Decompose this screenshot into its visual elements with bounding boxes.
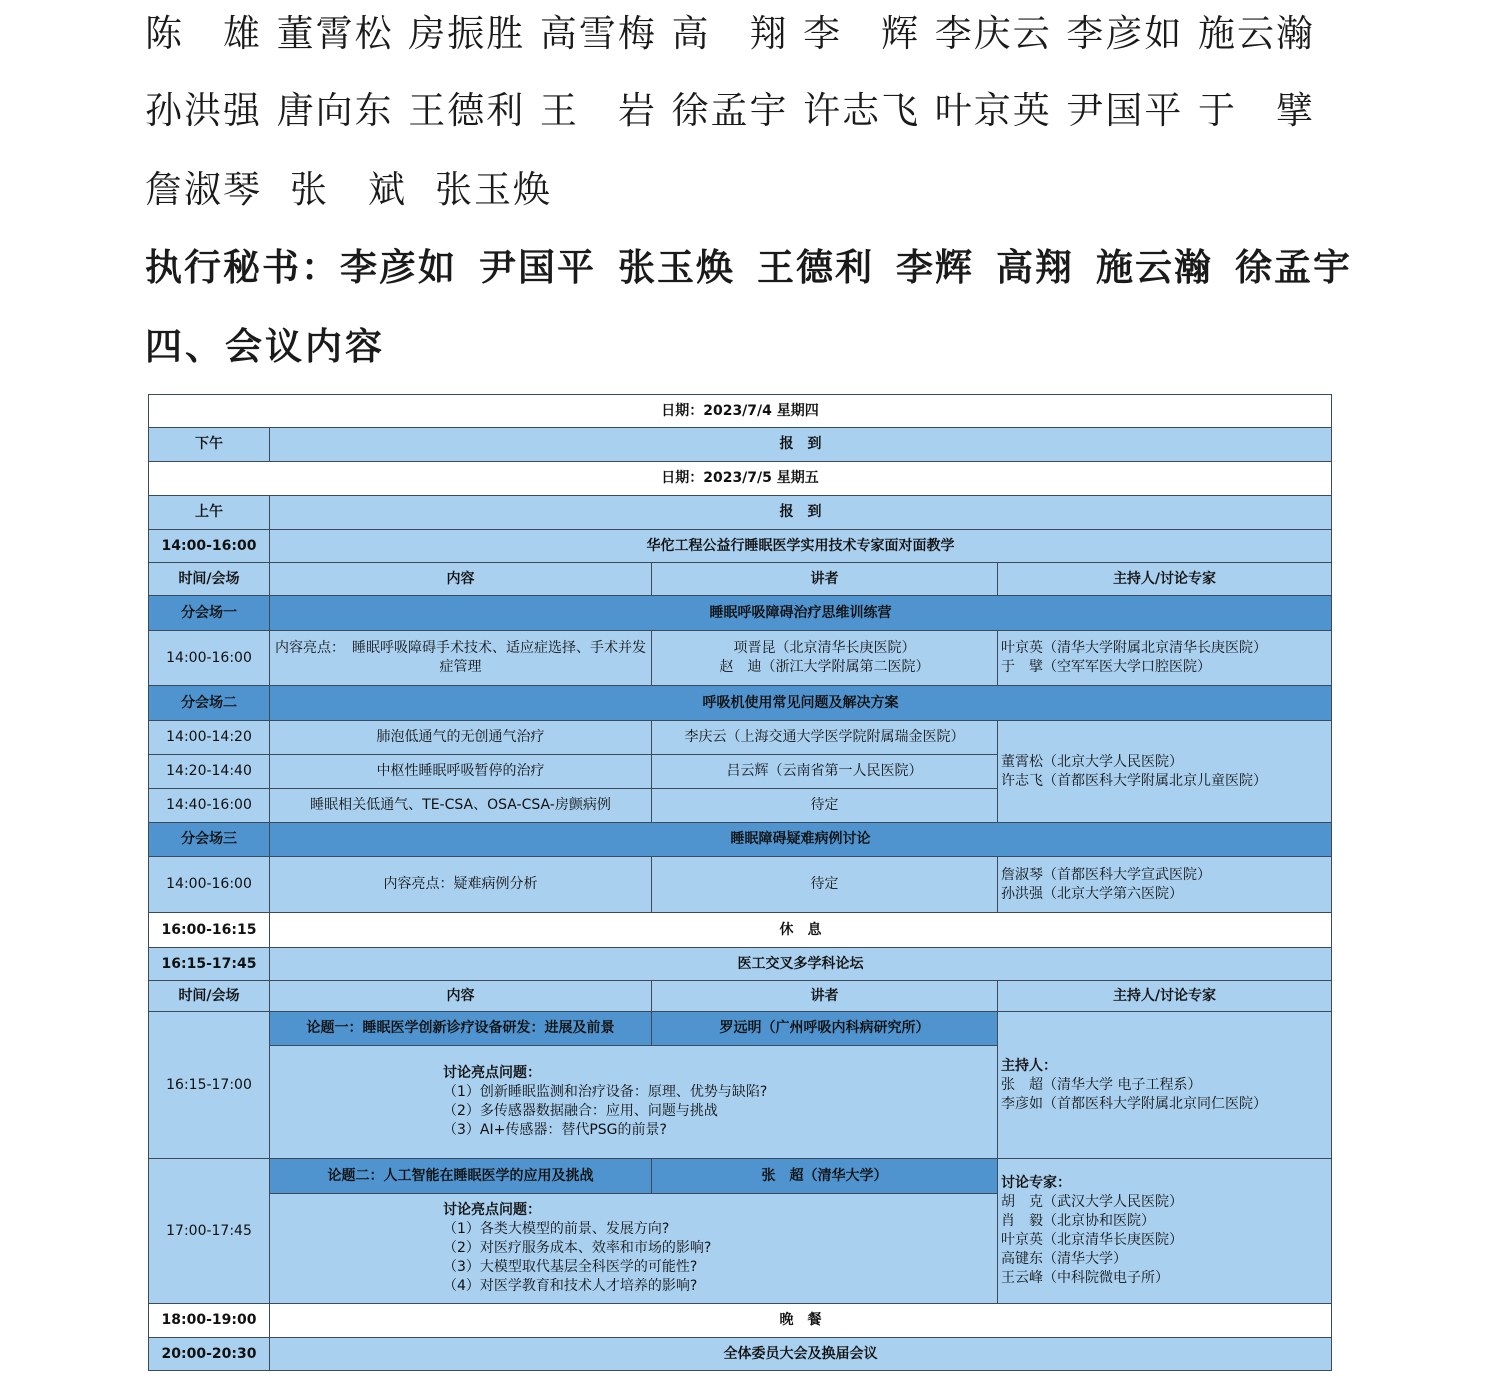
- topic1-title-row: [149, 1012, 1332, 1046]
- forum-title: 医工交叉多学科论坛: [270, 948, 1332, 981]
- committee-name: 张玉焕: [435, 168, 552, 211]
- committee-name: 董霄松: [276, 12, 394, 55]
- header-host: 主持人/讨论专家: [998, 563, 1332, 596]
- committee-name: 许志飞: [803, 89, 921, 132]
- venue3-label: 分会场三: [149, 823, 270, 857]
- committee-line-2: [145, 89, 1315, 133]
- expert: 王云峰（中科院微电子所）: [1001, 1270, 1169, 1286]
- topic1-title: 论题一：睡眠医学创新诊疗设备研发：进展及前景: [270, 1012, 652, 1046]
- assembly-label: 全体委员大会及换届会议: [270, 1338, 1332, 1371]
- venue2-row: [149, 721, 1332, 755]
- committee-name: 王 岩: [539, 89, 657, 132]
- day2-morning-label: 上午: [149, 496, 270, 530]
- header-content: 内容: [270, 981, 652, 1012]
- host: 于 擘（空军军医大学口腔医院）: [1001, 659, 1211, 675]
- committee-name: 于 擘: [1198, 89, 1315, 132]
- secretary-name: 李彦如: [340, 246, 457, 289]
- host: 董霄松（北京大学人民医院）: [1001, 753, 1183, 770]
- discussion-point: （2）多传感器数据融合：应用、问题与挑战: [443, 1103, 718, 1119]
- venue1-time: 14:00-16:00: [149, 631, 270, 686]
- topic2-title: 论题二：人工智能在睡眠医学的应用及挑战: [270, 1159, 652, 1194]
- committee-line-3: [145, 168, 1315, 212]
- header-speaker: 讲者: [652, 981, 998, 1012]
- topic1-time: 16:15-17:00: [149, 1012, 270, 1159]
- discussion-point: （3）大模型取代基层全科医学的可能性?: [443, 1259, 698, 1275]
- venue2-row-content: 中枢性睡眠呼吸暂停的治疗: [270, 755, 652, 789]
- committee-name: 房振胜: [408, 12, 526, 55]
- venue3-row: [149, 857, 1332, 913]
- day1-date: 日期：2023/7/4 星期四: [149, 395, 1332, 428]
- expert-label: 讨论专家：: [1001, 1175, 1071, 1191]
- committee-name: 李庆云: [934, 12, 1052, 55]
- venue1-title: 睡眠呼吸障碍治疗思维训练营: [270, 596, 1332, 631]
- topic2-experts: [998, 1159, 1332, 1304]
- venue3-content: 内容亮点：疑难病例分析: [270, 857, 652, 913]
- venue3-header-row: [149, 823, 1332, 857]
- committee-name: 李彦如: [1066, 12, 1184, 55]
- committee-line-1: [145, 12, 1315, 56]
- header-speaker: 讲者: [652, 563, 998, 596]
- day2-date: 日期：2023/7/5 星期五: [149, 462, 1332, 496]
- forum-header-row: [149, 981, 1332, 1012]
- host: 张 超（清华大学 电子工程系）: [1001, 1076, 1202, 1093]
- venue1-speakers: [652, 631, 998, 686]
- expert: 叶京英（北京清华长庚医院）: [1001, 1232, 1183, 1248]
- break-label: 休 息: [270, 913, 1332, 948]
- committee-name: 徐孟宇: [671, 89, 789, 132]
- secretary-name: 尹国平: [479, 246, 596, 289]
- header-time: 时间/会场: [149, 563, 270, 596]
- day2-date-row: [149, 462, 1332, 496]
- venue2-row-time: 14:20-14:40: [149, 755, 270, 789]
- executive-secretary-line: [145, 246, 1374, 290]
- discussion-point: （3）AI+传感器：替代PSG的前景?: [443, 1122, 667, 1138]
- host-label: 主持人：: [1001, 1057, 1057, 1074]
- table-header-row: [149, 563, 1332, 596]
- committee-name: 叶京英: [934, 89, 1052, 132]
- header-host: 主持人/讨论专家: [998, 981, 1332, 1012]
- venue1-label: 分会场一: [149, 596, 270, 631]
- secretary-name: 李辉: [896, 246, 974, 289]
- venue2-header-row: [149, 686, 1332, 721]
- topic1-speaker: 罗远明（广州呼吸内科病研究所）: [652, 1012, 998, 1046]
- block1-time: 14:00-16:00: [149, 530, 270, 563]
- topic2-discussion: [270, 1194, 998, 1304]
- discussion-point: （1）创新睡眠监测和治疗设备：原理、优势与缺陷?: [443, 1084, 768, 1100]
- committee-name: 唐向东: [276, 89, 394, 132]
- block1-row: [149, 530, 1332, 563]
- topic1-discussion: [270, 1046, 998, 1159]
- venue2-hosts: [998, 721, 1332, 823]
- secretary-name: 王德利: [757, 246, 874, 289]
- host: 李彦如（首都医科大学附属北京同仁医院）: [1001, 1095, 1267, 1112]
- venue3-time: 14:00-16:00: [149, 857, 270, 913]
- venue2-row-speaker: 待定: [652, 789, 998, 823]
- break-time: 16:00-16:15: [149, 913, 270, 948]
- forum-time: 16:15-17:45: [149, 948, 270, 981]
- day1-afternoon-content: 报 到: [270, 428, 1332, 462]
- discussion-point: （1）各类大模型的前景、发展方向?: [443, 1221, 670, 1237]
- speaker: 项晋昆（北京清华长庚医院）: [733, 640, 916, 656]
- host: 许志飞（首都医科大学附属北京儿童医院）: [1001, 772, 1267, 789]
- host: 叶京英（清华大学附属北京清华长庚医院）: [1001, 640, 1267, 656]
- topic2-speaker: 张 超（清华大学）: [652, 1159, 998, 1194]
- discussion-point: （2）对医疗服务成本、效率和市场的影响?: [443, 1240, 712, 1256]
- venue2-row-content: 睡眠相关低通气、TE-CSA、OSA-CSA-房颤病例: [270, 789, 652, 823]
- assembly-row: [149, 1338, 1332, 1371]
- committee-name: 尹国平: [1066, 89, 1184, 132]
- committee-name: 孙洪强: [145, 89, 262, 132]
- venue2-title: 呼吸机使用常见问题及解决方案: [270, 686, 1332, 721]
- topic2-title-row: [149, 1159, 1332, 1194]
- secretary-name: 张玉焕: [618, 246, 735, 289]
- day1-afternoon-row: [149, 428, 1332, 462]
- dinner-time: 18:00-19:00: [149, 1304, 270, 1338]
- secretary-label: 执行秘书：: [145, 246, 340, 289]
- committee-name: 陈 雄: [145, 12, 262, 55]
- venue3-speaker: 待定: [652, 857, 998, 913]
- committee-name: 王德利: [408, 89, 526, 132]
- venue3-title: 睡眠障碍疑难病例讨论: [270, 823, 1332, 857]
- section-title: 四、会议内容: [145, 325, 385, 368]
- venue1-content: 内容亮点： 睡眠呼吸障碍手术技术、适应症选择、手术并发症管理: [270, 631, 652, 686]
- committee-name: 高雪梅: [539, 12, 657, 55]
- schedule-table: [148, 394, 1332, 1371]
- day2-morning-row: [149, 496, 1332, 530]
- committee-name: 詹淑琴: [145, 168, 262, 211]
- discussion-point: （4）对医学教育和技术人才培养的影响?: [443, 1278, 698, 1294]
- venue1-header-row: [149, 596, 1332, 631]
- committee-name: 张 斌: [290, 168, 407, 211]
- secretary-name: 施云瀚: [1096, 246, 1213, 289]
- expert: 肖 毅（北京协和医院）: [1001, 1213, 1155, 1229]
- break-row: [149, 913, 1332, 948]
- speaker: 赵 迪（浙江大学附属第二医院）: [719, 659, 930, 675]
- discussion-label: 讨论亮点问题：: [443, 1065, 541, 1081]
- committee-name: 李 辉: [803, 12, 921, 55]
- host: 詹淑琴（首都医科大学宣武医院）: [1001, 866, 1211, 883]
- day1-date-row: [149, 395, 1332, 428]
- venue3-hosts: [998, 857, 1332, 913]
- committee-name: 高 翔: [671, 12, 789, 55]
- venue2-row-speaker: 李庆云（上海交通大学医学院附属瑞金医院）: [652, 721, 998, 755]
- block1-title: 华佗工程公益行睡眠医学实用技术专家面对面教学: [270, 530, 1332, 563]
- dinner-label: 晚 餐: [270, 1304, 1332, 1338]
- header-content: 内容: [270, 563, 652, 596]
- expert: 胡 克（武汉大学人民医院）: [1001, 1194, 1183, 1210]
- assembly-time: 20:00-20:30: [149, 1338, 270, 1371]
- venue2-label: 分会场二: [149, 686, 270, 721]
- committee-name: 施云瀚: [1198, 12, 1315, 55]
- forum-row: [149, 948, 1332, 981]
- venue2-row-speaker: 吕云辉（云南省第一人民医院）: [652, 755, 998, 789]
- topic1-hosts: [998, 1012, 1332, 1159]
- dinner-row: [149, 1304, 1332, 1338]
- secretary-name: 高翔: [996, 246, 1074, 289]
- host: 孙洪强（北京大学第六医院）: [1001, 885, 1183, 902]
- venue1-row: [149, 631, 1332, 686]
- venue2-row-time: 14:00-14:20: [149, 721, 270, 755]
- day1-afternoon-label: 下午: [149, 428, 270, 462]
- venue2-row-time: 14:40-16:00: [149, 789, 270, 823]
- discussion-label: 讨论亮点问题：: [443, 1202, 541, 1218]
- day2-morning-content: 报 到: [270, 496, 1332, 530]
- secretary-name: 徐孟宇: [1235, 246, 1352, 289]
- header-time: 时间/会场: [149, 981, 270, 1012]
- expert: 高键东（清华大学）: [1001, 1251, 1127, 1267]
- topic2-time: 17:00-17:45: [149, 1159, 270, 1304]
- venue2-row-content: 肺泡低通气的无创通气治疗: [270, 721, 652, 755]
- venue1-hosts: [998, 631, 1332, 686]
